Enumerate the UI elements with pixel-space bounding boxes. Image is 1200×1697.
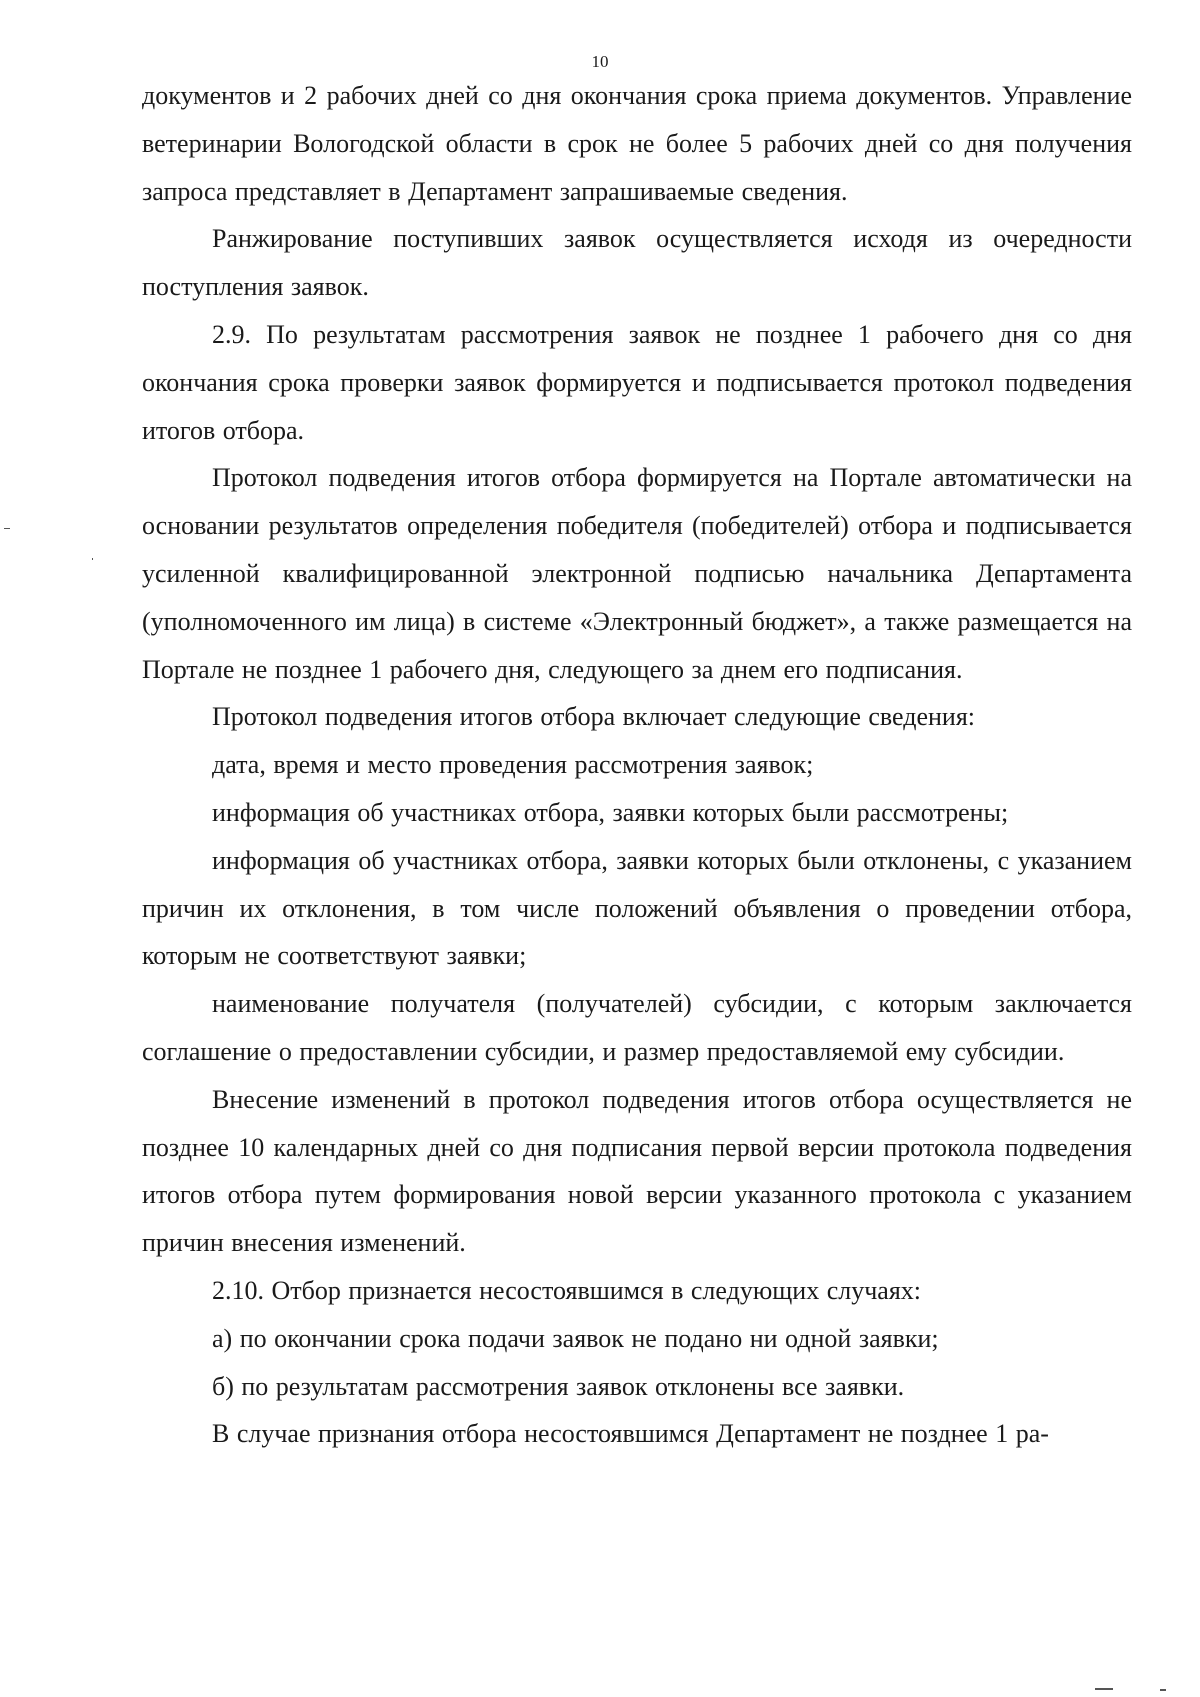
list-item-recipient-name: наименование получателя (получателей) субсидии, с которым заключается соглашение о предоставлении субсидии, и размер предоставляемой ему субсидии. <box>142 989 1132 1066</box>
list-item-reviewed-participants: информация об участниках отбора, заявки которых были рассмотрены; <box>212 797 1009 827</box>
scan-artifact <box>92 558 93 560</box>
page-number: 10 <box>591 52 609 71</box>
paragraph-section-2-9: 2.9. По результатам рассмотрения заявок не позднее 1 рабочего дня со дня окончания срока проверки заявок формируется и подписывается протокол подведения итогов отбора. <box>142 319 1132 445</box>
scan-artifact <box>1095 1688 1113 1690</box>
paragraph-failed-selection: В случае признания отбора несостоявшимся Департамент не позднее 1 ра- <box>212 1419 1049 1449</box>
paragraph-protocol-contents: Протокол подведения итогов отбора включает следующие сведения: <box>212 702 975 732</box>
scan-artifact <box>4 528 10 529</box>
paragraph-protocol-formation: Протокол подведения итогов отбора формируется на Портале автоматически на основании результатов определения победителя (победителей) отбора и подписывается усиленной квалифицированной электронной подписью начальника Департамента (уполномоченного им лица) в системе «Электронный бюджет», а также размещается на Портале не позднее 1 рабочего дня, следующего за днем его подписания. <box>142 463 1132 684</box>
list-item-rejected-participants: информация об участниках отбора, заявки которых были отклонены, с указанием причин их отклонения, в том числе положений объявления о проведении отбора, которым не соответствуют заявки; <box>142 845 1132 971</box>
paragraph-ranking: Ранжирование поступивших заявок осуществляется исходя из очередности поступления заявок. <box>142 224 1132 302</box>
list-item-all-rejected: б) по результатам рассмотрения заявок отклонены все заявки. <box>212 1371 905 1401</box>
document-body <box>142 72 1132 1458</box>
paragraph-ministry-request: документов и 2 рабочих дней со дня окончания срока приема документов. Управление ветеринарии Вологодской области в срок не более 5 рабочих дней со дня получения запроса представляет в Департамент запрашиваемые сведения. <box>142 81 1132 206</box>
list-item-no-applications: а) по окончании срока подачи заявок не подано ни одной заявки; <box>212 1323 939 1353</box>
paragraph-protocol-changes: Внесение изменений в протокол подведения итогов отбора осуществляется не позднее 10 календарных дней со дня подписания первой версии протокола подведения итогов отбора путем формирования новой версии указанного протокола с указанием причин внесения изменений. <box>142 1084 1132 1258</box>
paragraph-section-2-10: 2.10. Отбор признается несостоявшимся в следующих случаях: <box>212 1275 922 1305</box>
scan-artifact <box>1160 1689 1166 1691</box>
list-item-date-place: дата, время и место проведения рассмотрения заявок; <box>212 750 814 780</box>
